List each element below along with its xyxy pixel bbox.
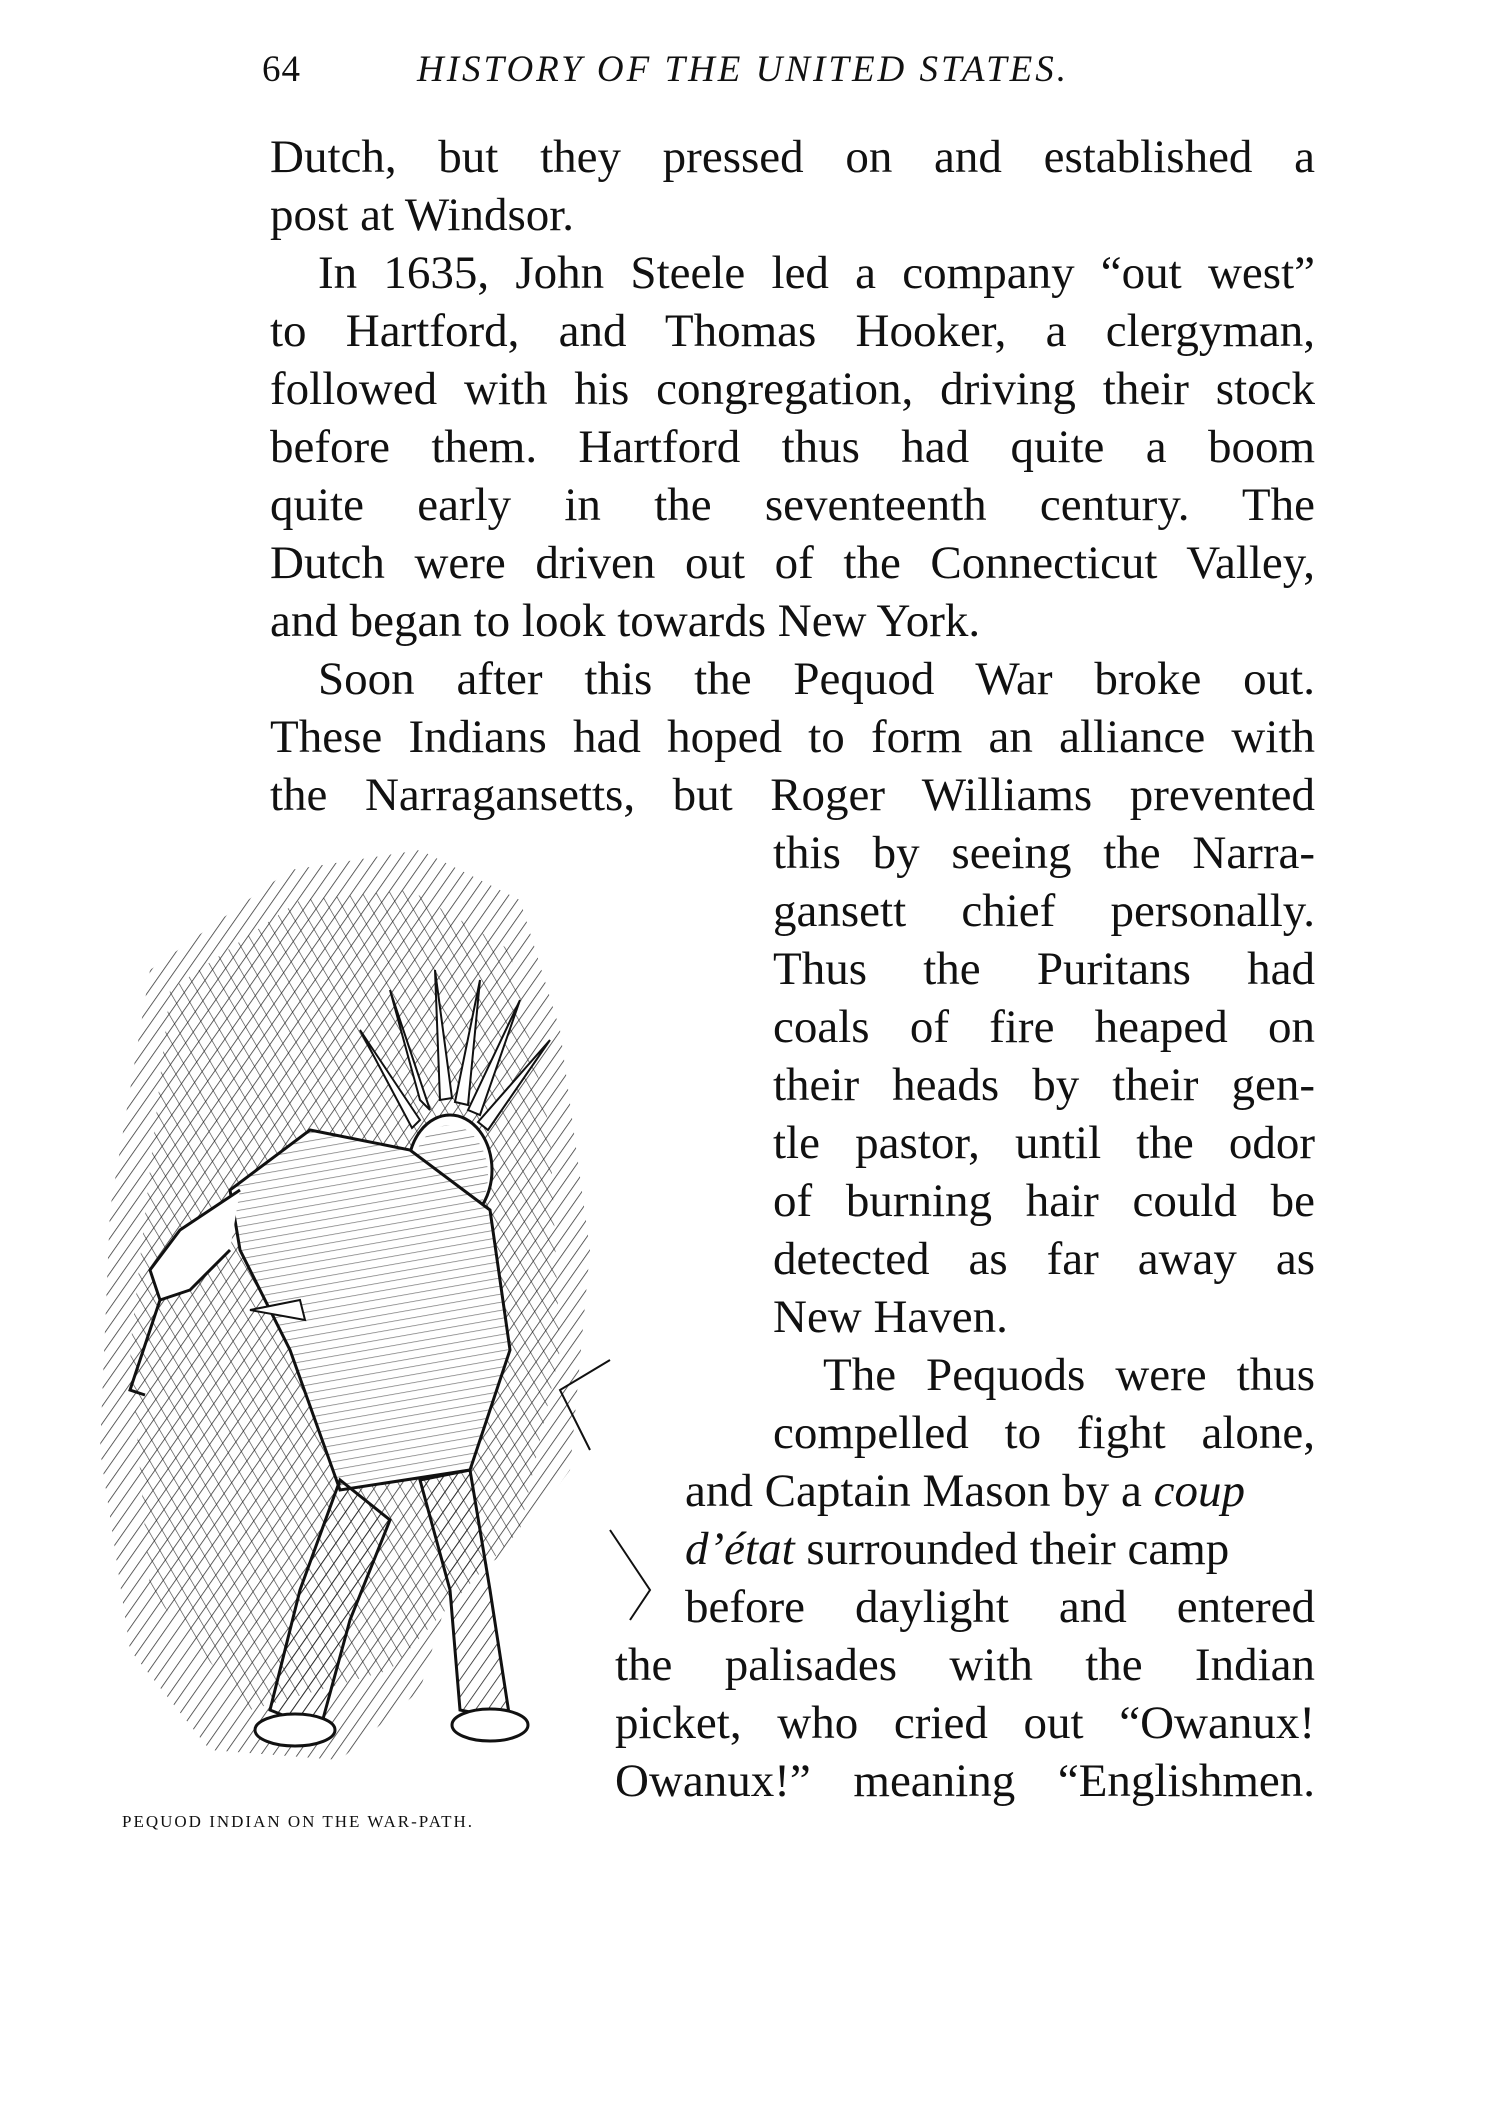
text-line: this by seeing the Narra- <box>773 827 1315 879</box>
text-line: coals of fire heaped on <box>773 1001 1315 1053</box>
text-line: gansett chief personally. <box>773 885 1315 937</box>
text-line: and began to look towards New York. <box>270 595 981 647</box>
text-line: before daylight and entered <box>685 1581 1315 1633</box>
running-title: HISTORY OF THE UNITED STATES. <box>417 49 1070 90</box>
text-line: Soon after this the Pequod War broke out. <box>318 653 1315 705</box>
text-segment: surrounded their camp <box>794 1523 1230 1575</box>
illustration-caption: PEQUOD INDIAN ON THE WAR-PATH. <box>122 1812 474 1831</box>
text-line: Dutch were driven out of the Connecticut Valley, <box>270 537 1315 589</box>
text-line: In 1635, John Steele led a company “out west” <box>318 247 1315 299</box>
text-line: quite early in the seventeenth century. The <box>270 479 1315 531</box>
text-line: picket, who cried out “Owanux! <box>615 1697 1315 1749</box>
text-line: Owanux!” meaning “Englishmen. <box>615 1755 1315 1807</box>
text-line: post at Windsor. <box>270 189 575 241</box>
text-line: the Narragansetts, but Roger Williams prevented <box>270 769 1315 821</box>
text-line: New Haven. <box>773 1291 1008 1343</box>
text-line: to Hartford, and Thomas Hooker, a clergyman, <box>270 305 1315 357</box>
text-line: These Indians had hoped to form an alliance with <box>270 711 1315 763</box>
text-line-mixed <box>685 1462 1315 1520</box>
text-line-mixed <box>685 1520 1315 1578</box>
text-line: The Pequods were thus <box>823 1349 1315 1401</box>
text-line: followed with his congregation, driving their stock <box>270 363 1315 415</box>
text-segment: and Captain Mason by a <box>685 1465 1154 1517</box>
text-line: tle pastor, until the odor <box>773 1117 1315 1169</box>
page-header <box>262 40 1312 100</box>
text-line: their heads by their gen- <box>773 1059 1315 1111</box>
italic-phrase: d’état <box>685 1523 795 1575</box>
text-line: Dutch, but they pressed on and established a <box>270 131 1315 183</box>
text-line: of burning hair could be <box>773 1175 1315 1227</box>
text-line: detected as far away as <box>773 1233 1315 1285</box>
italic-phrase: coup <box>1153 1465 1245 1517</box>
text-line: Thus the Puritans had <box>773 943 1315 995</box>
text-line: compelled to fight alone, <box>773 1407 1315 1459</box>
page-number: 64 <box>262 49 301 90</box>
pequod-warrior-illustration-icon <box>90 830 750 1810</box>
text-line: before them. Hartford thus had quite a boom <box>270 421 1315 473</box>
text-line: the palisades with the Indian <box>615 1639 1315 1691</box>
